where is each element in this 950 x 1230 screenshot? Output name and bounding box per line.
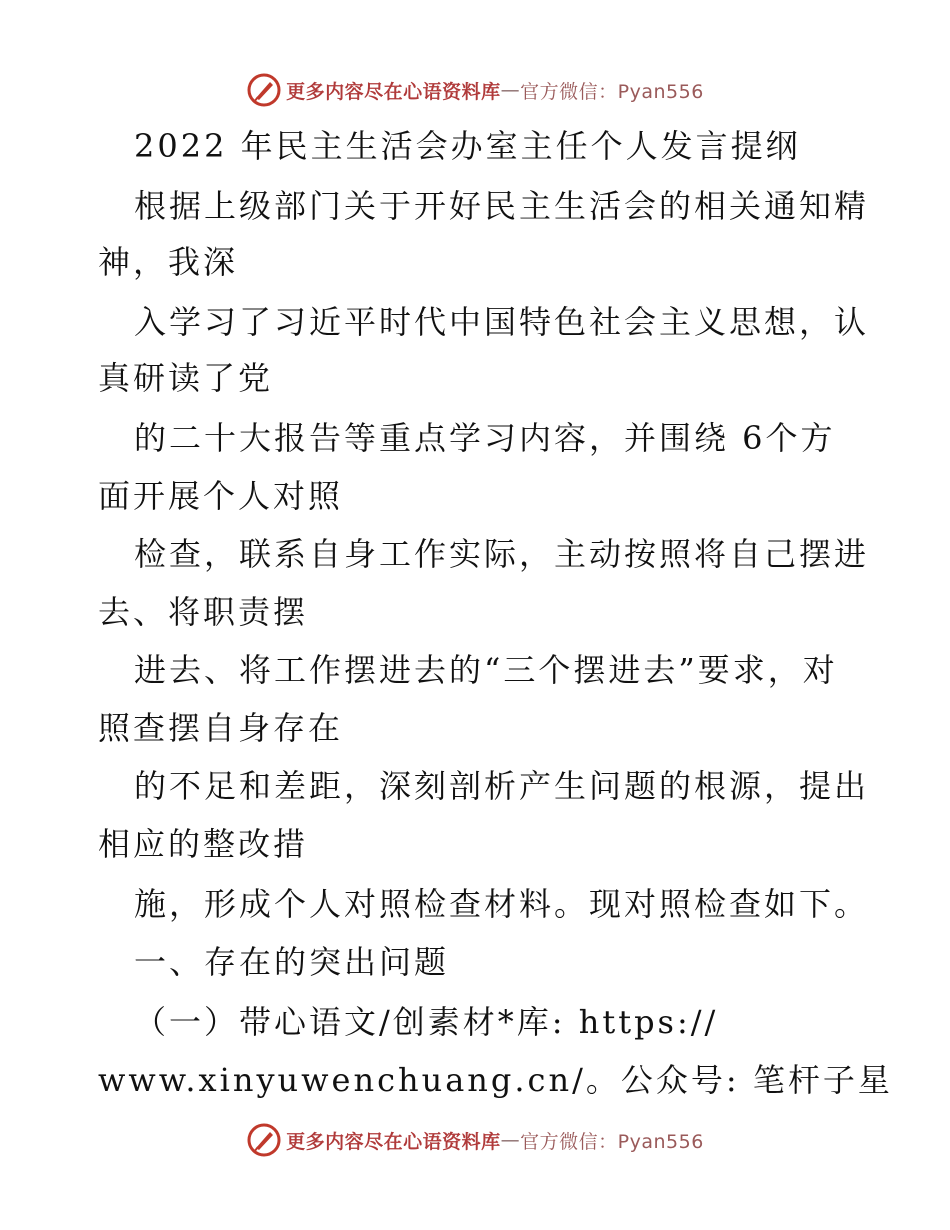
watermark-separator: — bbox=[500, 79, 521, 101]
quill-circle-logo-icon bbox=[246, 1122, 282, 1158]
header-watermark-banner bbox=[0, 70, 950, 110]
body-line: 照查摆自身存在 bbox=[98, 709, 344, 747]
body-line: （一）带心语文/创素材*库: https:// bbox=[134, 1003, 719, 1041]
footer-watermark-banner bbox=[0, 1120, 950, 1160]
quill-circle-logo-icon bbox=[246, 72, 282, 108]
body-line: 面开展个人对照 bbox=[98, 477, 344, 515]
section-heading: 一、存在的突出问题 bbox=[134, 943, 450, 981]
body-line: 去、将职责摆 bbox=[98, 593, 309, 631]
watermark-main-text: 更多内容尽在心语资料库 bbox=[286, 1130, 501, 1153]
body-line: 入学习了习近平时代中国特色社会主义思想，认 bbox=[134, 303, 870, 341]
body-line: 神，我深 bbox=[98, 243, 239, 281]
body-line: 真研读了党 bbox=[98, 359, 274, 397]
body-line: www.xinyuwenchuang.cn/。公众号: 笔杆子星 bbox=[98, 1061, 893, 1099]
body-line: 检查，联系自身工作实际，主动按照将自己摆进 bbox=[134, 535, 870, 573]
document-title: 2022 年民主生活会办室主任个人发言提纲 bbox=[134, 127, 801, 165]
watermark-contact-text: 官方微信：Pyan556 bbox=[520, 80, 704, 103]
watermark-main-text: 更多内容尽在心语资料库 bbox=[286, 80, 501, 103]
body-line: 相应的整改措 bbox=[98, 825, 309, 863]
watermark-separator: — bbox=[500, 1129, 521, 1151]
body-line: 施，形成个人对照检查材料。现对照检查如下。 bbox=[134, 885, 870, 923]
body-line: 根据上级部门关于开好民主生活会的相关通知精 bbox=[134, 187, 870, 225]
body-line: 进去、将工作摆进去的“三个摆进去”要求，对 bbox=[134, 651, 838, 689]
body-line: 的二十大报告等重点学习内容，并围绕 6个方 bbox=[134, 419, 836, 457]
watermark-contact-text: 官方微信：Pyan556 bbox=[520, 1130, 704, 1153]
body-line: 的不足和差距，深刻剖析产生问题的根源，提出 bbox=[134, 767, 870, 805]
